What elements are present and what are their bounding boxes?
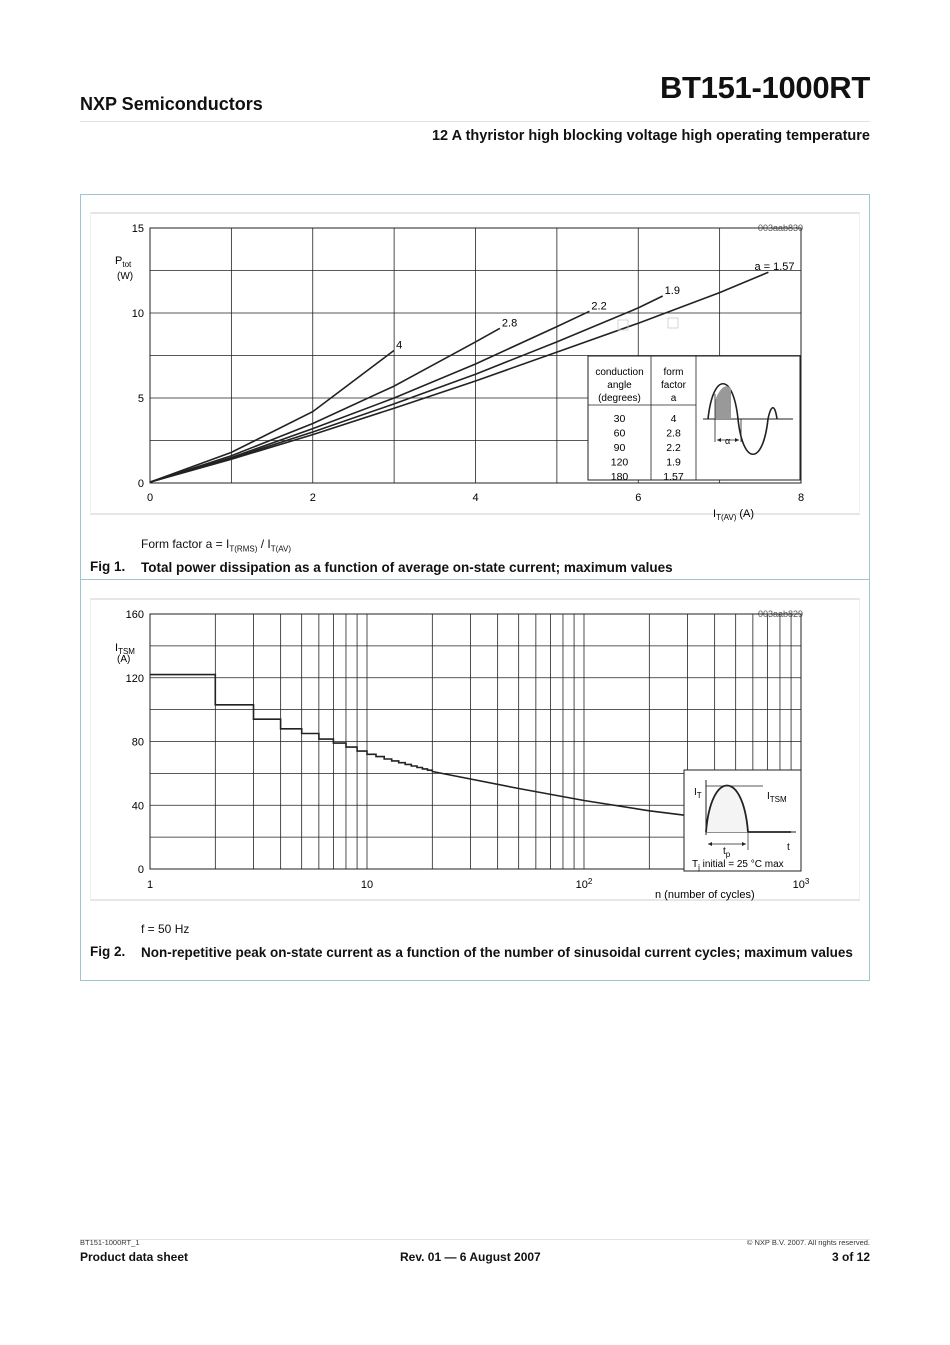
x-tick-label: $10^3$ [792, 877, 810, 891]
table-header-text: factor [660, 380, 687, 391]
series-line-itsm [150, 675, 688, 816]
chart1-y-unit: (W) [117, 271, 134, 282]
table-cell: 4 [670, 413, 677, 425]
x-tick-label: $10^2$ [575, 877, 593, 891]
x-tick-label: 0 [146, 492, 154, 504]
header-divider [80, 121, 870, 122]
company-name: NXP Semiconductors [80, 94, 263, 114]
chart2-series [150, 675, 688, 816]
chart1-x-ticks [147, 492, 804, 504]
table-cell: 2.2 [666, 442, 681, 454]
part-number: BT151-1000RT [659, 70, 870, 105]
series-label: 1.9 [664, 285, 680, 297]
footer-doc-type: Product data sheet [80, 1250, 189, 1264]
y-tick-label: 160 [125, 609, 144, 621]
chart1-y-ticks [132, 223, 144, 490]
series-label: 2.8 [501, 317, 518, 330]
table-cell: 2.8 [666, 427, 681, 440]
table-cell: 1.9 [666, 456, 681, 469]
chart1-x-label: $I_{T(AV)}$ (A) [713, 508, 755, 522]
chart1-code-label: 003aab830 [757, 223, 803, 233]
table-cell: 90 [613, 442, 626, 454]
table-header-text: (degrees) [598, 393, 641, 404]
table-header-text: a [670, 393, 677, 404]
legend-square [668, 318, 678, 328]
chart1-power-dissipation [91, 214, 859, 522]
footer-page-number: 3 of 12 [831, 1250, 870, 1264]
chart2-y-unit: (A) [117, 654, 131, 665]
fig2-note: f = 50 Hz [141, 922, 190, 936]
chart2-x-label: n (number of cycles) [655, 889, 755, 901]
chart2-frame [90, 598, 860, 901]
table-cell: 60 [613, 427, 626, 440]
fig2-label: Fig 2. [90, 944, 126, 959]
series-label: 4 [396, 339, 403, 352]
footer-doc-id: BT151-1000RT_1 [80, 1238, 140, 1247]
fig2-caption: Non-repetitive peak on-state current as a function of the number of sinusoidal current cycles; maximum values [141, 945, 853, 960]
document-subtitle: 12 A thyristor high blocking voltage high operating temperature [431, 128, 870, 144]
series-label: a = 1.57 [754, 261, 795, 274]
table-cell: 120 [610, 456, 629, 469]
chart2-inset [684, 770, 801, 872]
fig1-note: Form factor $a = I_{T(RMS)} / I_{T(AV)}$ [141, 537, 291, 554]
x-tick-label: 1 [146, 879, 154, 891]
chart2-peak-current [91, 600, 859, 899]
table-cell: 180 [610, 471, 629, 483]
footer-divider [80, 1239, 870, 1240]
table-cell: 1.57 [663, 471, 684, 483]
chart1-y-label: $P_{tot}$ [115, 255, 132, 269]
inset-tj-label: $T_j$ initial = 25 °C max [692, 859, 784, 872]
y-tick-label: 0 [137, 478, 144, 490]
chart1-inset [588, 356, 800, 483]
table-header-text: angle [607, 380, 632, 391]
footer-revision: Rev. 01 — 6 August 2007 [400, 1250, 541, 1264]
x-tick-label: 6 [635, 492, 642, 504]
inset-tp-label: $t_p$ [723, 846, 731, 859]
y-tick-label: 5 [137, 393, 144, 405]
inset-it-label: $I_T$ [694, 787, 702, 800]
chart2-y-label: $I_{TSM}$ [115, 642, 135, 656]
y-tick-label: 10 [131, 308, 144, 320]
y-tick-label: 40 [131, 800, 144, 813]
figure-divider [80, 579, 870, 580]
table-header-text: form [663, 367, 684, 378]
x-tick-label: 10 [360, 879, 374, 891]
series-line-2.8 [150, 328, 500, 482]
x-tick-label: 4 [472, 492, 479, 504]
inset-t-label: t [787, 842, 790, 853]
chart1-frame [90, 212, 860, 522]
y-tick-label: 120 [125, 672, 144, 685]
chart2-code-label: 003aab829 [757, 609, 803, 619]
table-cell: 30 [613, 413, 626, 425]
fig1-label: Fig 1. [90, 559, 126, 574]
footer-copyright: © NXP B.V. 2007. All rights reserved. [746, 1238, 870, 1247]
alpha-label: α [725, 436, 731, 446]
x-tick-label: 8 [797, 492, 805, 504]
table-header-text: conduction [595, 367, 644, 378]
y-tick-label: 15 [131, 223, 144, 235]
y-tick-label: 80 [131, 736, 144, 749]
inset-itsm-label: $I_{TSM}$ [767, 791, 787, 804]
x-tick-label: 2 [309, 492, 316, 504]
y-tick-label: 0 [137, 864, 144, 876]
fig1-caption: Total power dissipation as a function of average on-state current; maximum values [141, 560, 673, 575]
series-label: 2.2 [591, 300, 607, 313]
